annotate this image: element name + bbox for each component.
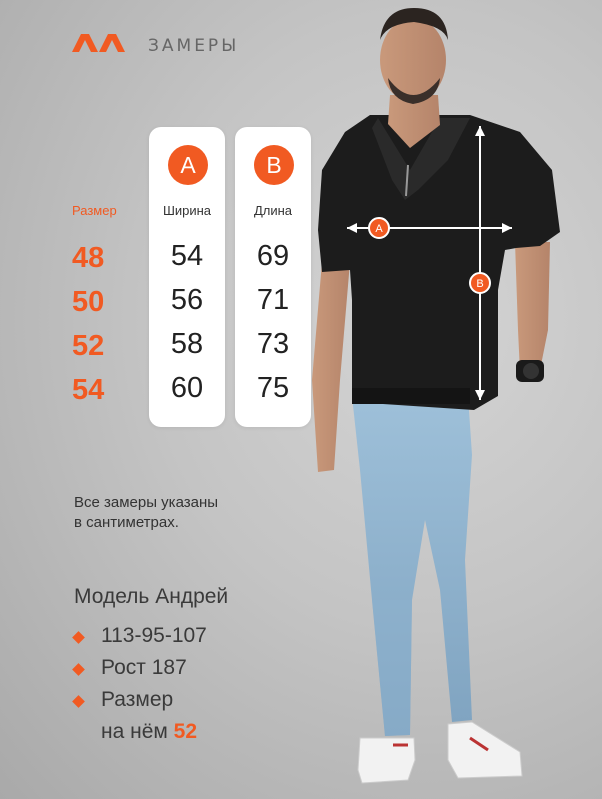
model-height: [74, 656, 274, 686]
width-value: 56: [170, 284, 204, 316]
width-value: 60: [170, 372, 204, 404]
length-value: 69: [256, 240, 290, 272]
model-size-value: 52: [173, 720, 198, 743]
size-value: 50: [72, 286, 105, 318]
size-label-line2: [101, 720, 197, 744]
length-value: 71: [256, 284, 290, 316]
model-photo: [300, 0, 602, 799]
size-value: 54: [72, 374, 105, 406]
length-value: 73: [256, 328, 290, 360]
diamond-bullet-icon: [72, 695, 85, 708]
size-label: Размер: [101, 688, 174, 711]
note-line: в сантиметрах.: [74, 514, 179, 531]
size-column: [72, 203, 142, 218]
width-value: 58: [170, 328, 204, 360]
page-title: ЗАМЕРЫ: [148, 36, 240, 56]
badge-a: A: [168, 145, 208, 185]
size-label-prefix: на нём: [101, 720, 168, 743]
model-title: Модель Андрей: [74, 585, 229, 608]
size-values: [72, 242, 132, 412]
size-value: 48: [72, 242, 105, 274]
model-size: [74, 688, 274, 748]
model-measurements: [74, 624, 274, 654]
marker-b-label: B: [476, 278, 484, 290]
width-card: [149, 127, 225, 427]
diamond-bullet-icon: [72, 631, 85, 644]
width-header: Ширина: [162, 203, 212, 218]
length-header: Длина: [253, 203, 293, 218]
size-value: 52: [72, 330, 105, 362]
diamond-bullet-icon: [72, 663, 85, 676]
length-value: 75: [256, 372, 290, 404]
brand-logo-icon: [72, 34, 126, 52]
badge-b: B: [254, 145, 294, 185]
size-header: Размер: [72, 203, 117, 218]
height-text: Рост 187: [101, 656, 187, 679]
width-value: 54: [170, 240, 204, 272]
measurement-note: [74, 493, 218, 533]
marker-a-label: A: [375, 223, 383, 235]
note-line: Все замеры указаны: [74, 494, 219, 511]
measurements-text: 113-95-107: [101, 624, 207, 647]
